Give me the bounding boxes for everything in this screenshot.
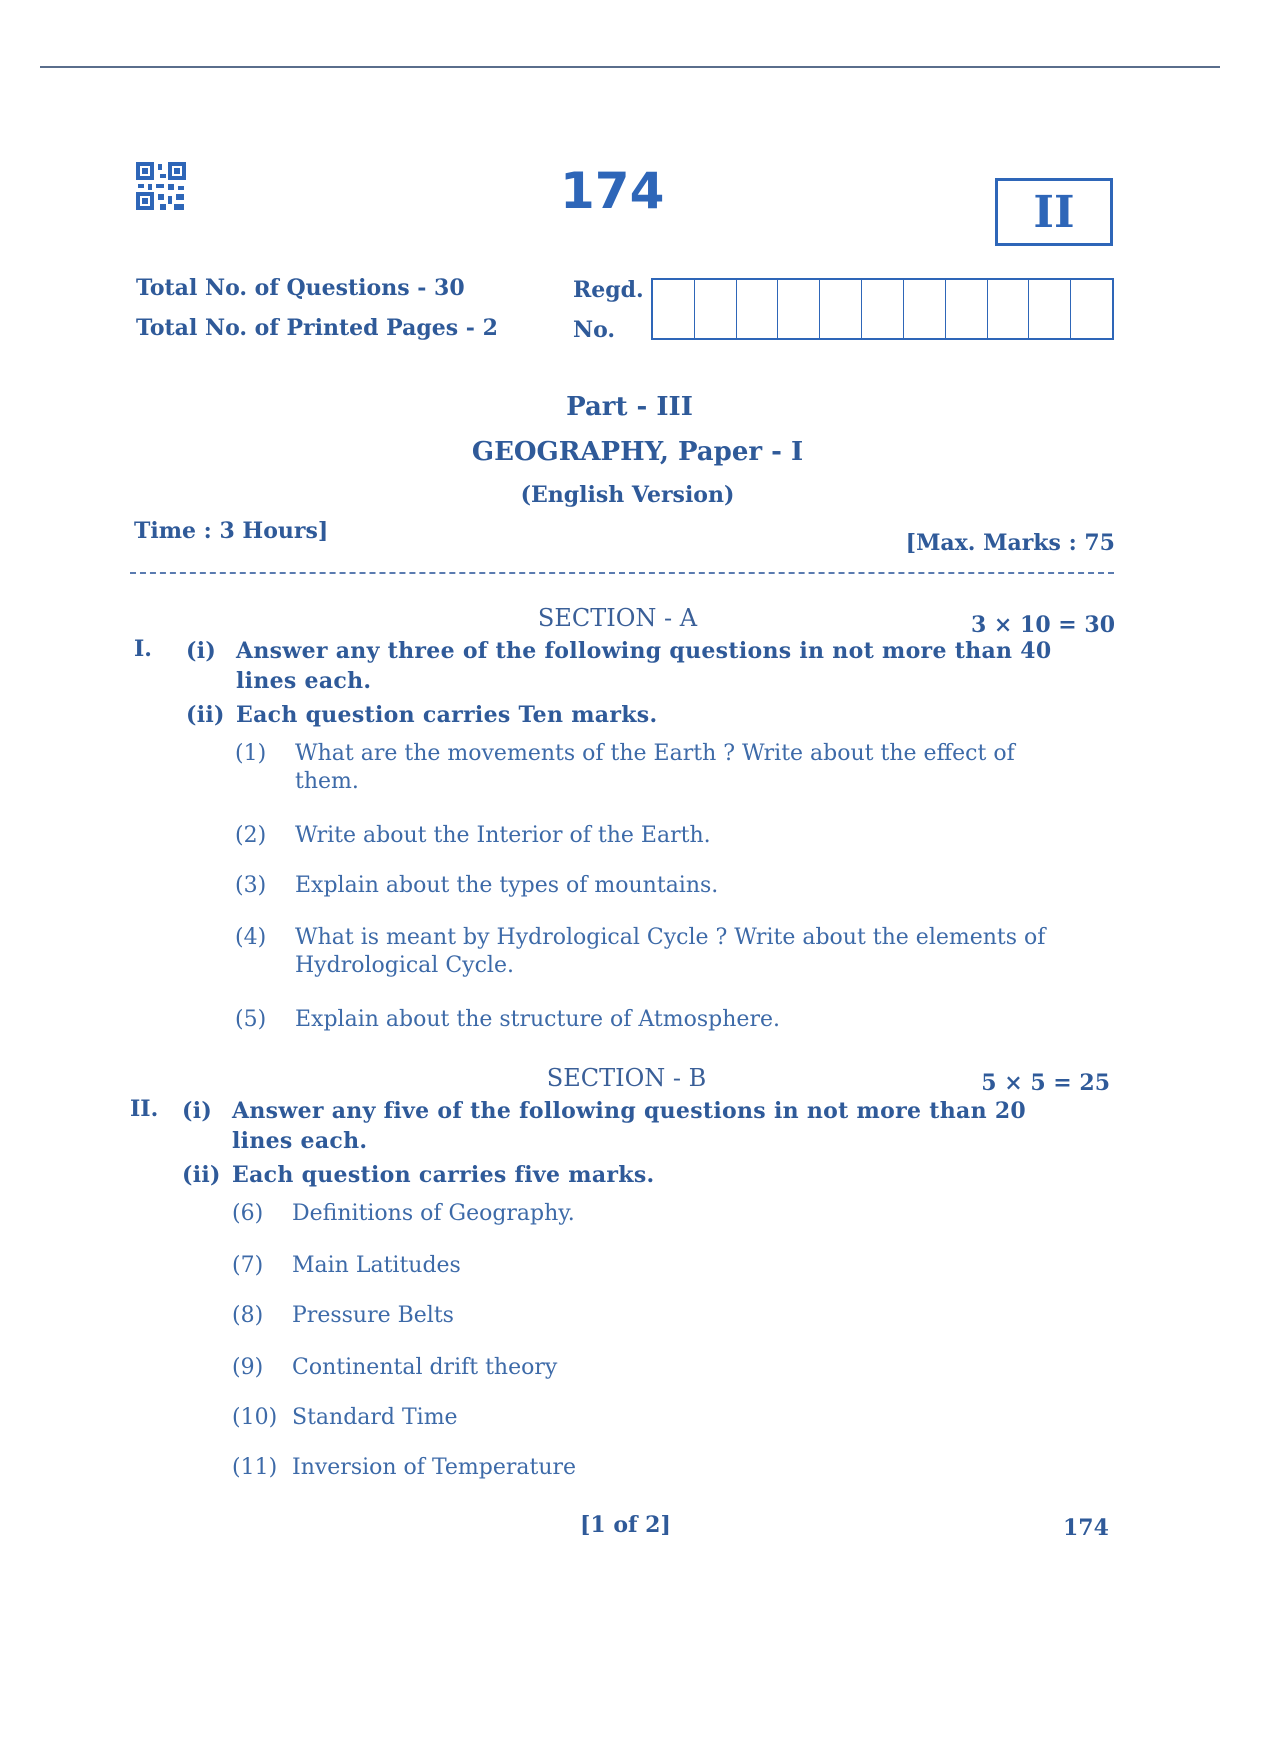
question-item	[235, 1006, 1095, 1034]
question-number: (10)	[232, 1405, 278, 1430]
dashed-divider	[130, 572, 1114, 574]
question-text: Pressure Belts	[292, 1303, 454, 1328]
question-number: (2)	[235, 823, 267, 848]
instruction-label: (i)	[186, 638, 217, 664]
regd-number-boxes	[651, 278, 1114, 340]
instruction-text: Each question carries Ten marks.	[236, 702, 658, 728]
question-text: Write about the Interior of the Earth.	[295, 823, 711, 848]
question-number: (3)	[235, 873, 267, 898]
question-item	[232, 1454, 1092, 1482]
question-number: (1)	[235, 741, 267, 766]
regd-label-line2: No.	[573, 317, 616, 343]
question-item	[232, 1354, 1092, 1382]
version-label: (English Version)	[520, 482, 735, 508]
question-text: Inversion of Temperature	[292, 1455, 577, 1480]
time-allowed: Time : 3 Hours]	[134, 518, 329, 544]
section-a-roman: I.	[134, 636, 152, 662]
section-a-marks: 3 × 10 = 30	[970, 612, 1115, 638]
instruction-text: Answer any five of the following questions in not more than 20 lines each.	[232, 1098, 1027, 1154]
qr-code-icon	[136, 162, 186, 210]
instruction-text: Answer any three of the following questions in not more than 40 lines each.	[236, 638, 1052, 694]
total-questions: Total No. of Questions - 30	[136, 275, 465, 301]
regd-box	[946, 280, 988, 338]
section-b-roman: II.	[130, 1096, 159, 1122]
paper-code: 174	[560, 162, 665, 220]
question-number: (5)	[235, 1007, 267, 1032]
regd-box	[988, 280, 1030, 338]
regd-box	[653, 280, 695, 338]
top-rule	[40, 66, 1220, 68]
question-number: (11)	[232, 1455, 278, 1480]
question-number: (6)	[232, 1201, 264, 1226]
regd-box	[778, 280, 820, 338]
question-item	[232, 1302, 1092, 1330]
question-text: Definitions of Geography.	[292, 1201, 575, 1226]
part-title: Part - III	[566, 392, 693, 422]
regd-box	[1029, 280, 1071, 338]
question-number: (7)	[232, 1253, 264, 1278]
question-text: Main Latitudes	[292, 1253, 461, 1278]
totals-block	[136, 268, 498, 348]
series-label: II	[1033, 186, 1075, 238]
instruction-label: (ii)	[186, 702, 225, 728]
page-indicator: [1 of 2]	[580, 1512, 671, 1538]
regd-box	[1071, 280, 1112, 338]
regd-box	[904, 280, 946, 338]
total-pages: Total No. of Printed Pages - 2	[136, 315, 498, 341]
question-text: Explain about the structure of Atmosphere.	[295, 1007, 780, 1032]
instruction-label: (ii)	[182, 1162, 221, 1188]
question-text: Standard Time	[292, 1405, 458, 1430]
footer-paper-code: 174	[1063, 1515, 1109, 1541]
section-b-instruction	[182, 1160, 1082, 1190]
regd-box	[695, 280, 737, 338]
section-b-title: SECTION - B	[546, 1064, 707, 1092]
instruction-label: (i)	[182, 1098, 213, 1124]
section-a-instruction	[186, 700, 1086, 730]
question-text: Explain about the types of mountains.	[295, 873, 719, 898]
question-item	[232, 1252, 1092, 1280]
regd-label-line1: Regd.	[573, 277, 644, 303]
series-box	[995, 178, 1113, 246]
question-item	[232, 1200, 1092, 1228]
section-b-marks: 5 × 5 = 25	[981, 1070, 1110, 1096]
question-item	[235, 822, 1095, 850]
regd-box	[737, 280, 779, 338]
regd-label	[573, 270, 644, 350]
question-item	[232, 1404, 1092, 1432]
section-b-instruction	[182, 1096, 1082, 1156]
section-a-title: SECTION - A	[537, 604, 698, 632]
subject-title: GEOGRAPHY, Paper - I	[471, 437, 804, 467]
section-a-instruction	[186, 636, 1086, 696]
question-number: (9)	[232, 1355, 264, 1380]
question-item	[235, 924, 1095, 980]
regd-box	[862, 280, 904, 338]
question-text: What are the movements of the Earth ? Write about the effect of them.	[295, 741, 1015, 794]
max-marks: [Max. Marks : 75	[905, 530, 1115, 556]
question-item	[235, 872, 1095, 900]
regd-box	[820, 280, 862, 338]
question-item	[235, 740, 1085, 796]
instruction-text: Each question carries five marks.	[232, 1162, 655, 1188]
question-text: What is meant by Hydrological Cycle ? Write about the elements of Hydrological Cycle.	[295, 925, 1046, 978]
question-number: (8)	[232, 1303, 264, 1328]
question-number: (4)	[235, 925, 267, 950]
question-text: Continental drift theory	[292, 1355, 558, 1380]
